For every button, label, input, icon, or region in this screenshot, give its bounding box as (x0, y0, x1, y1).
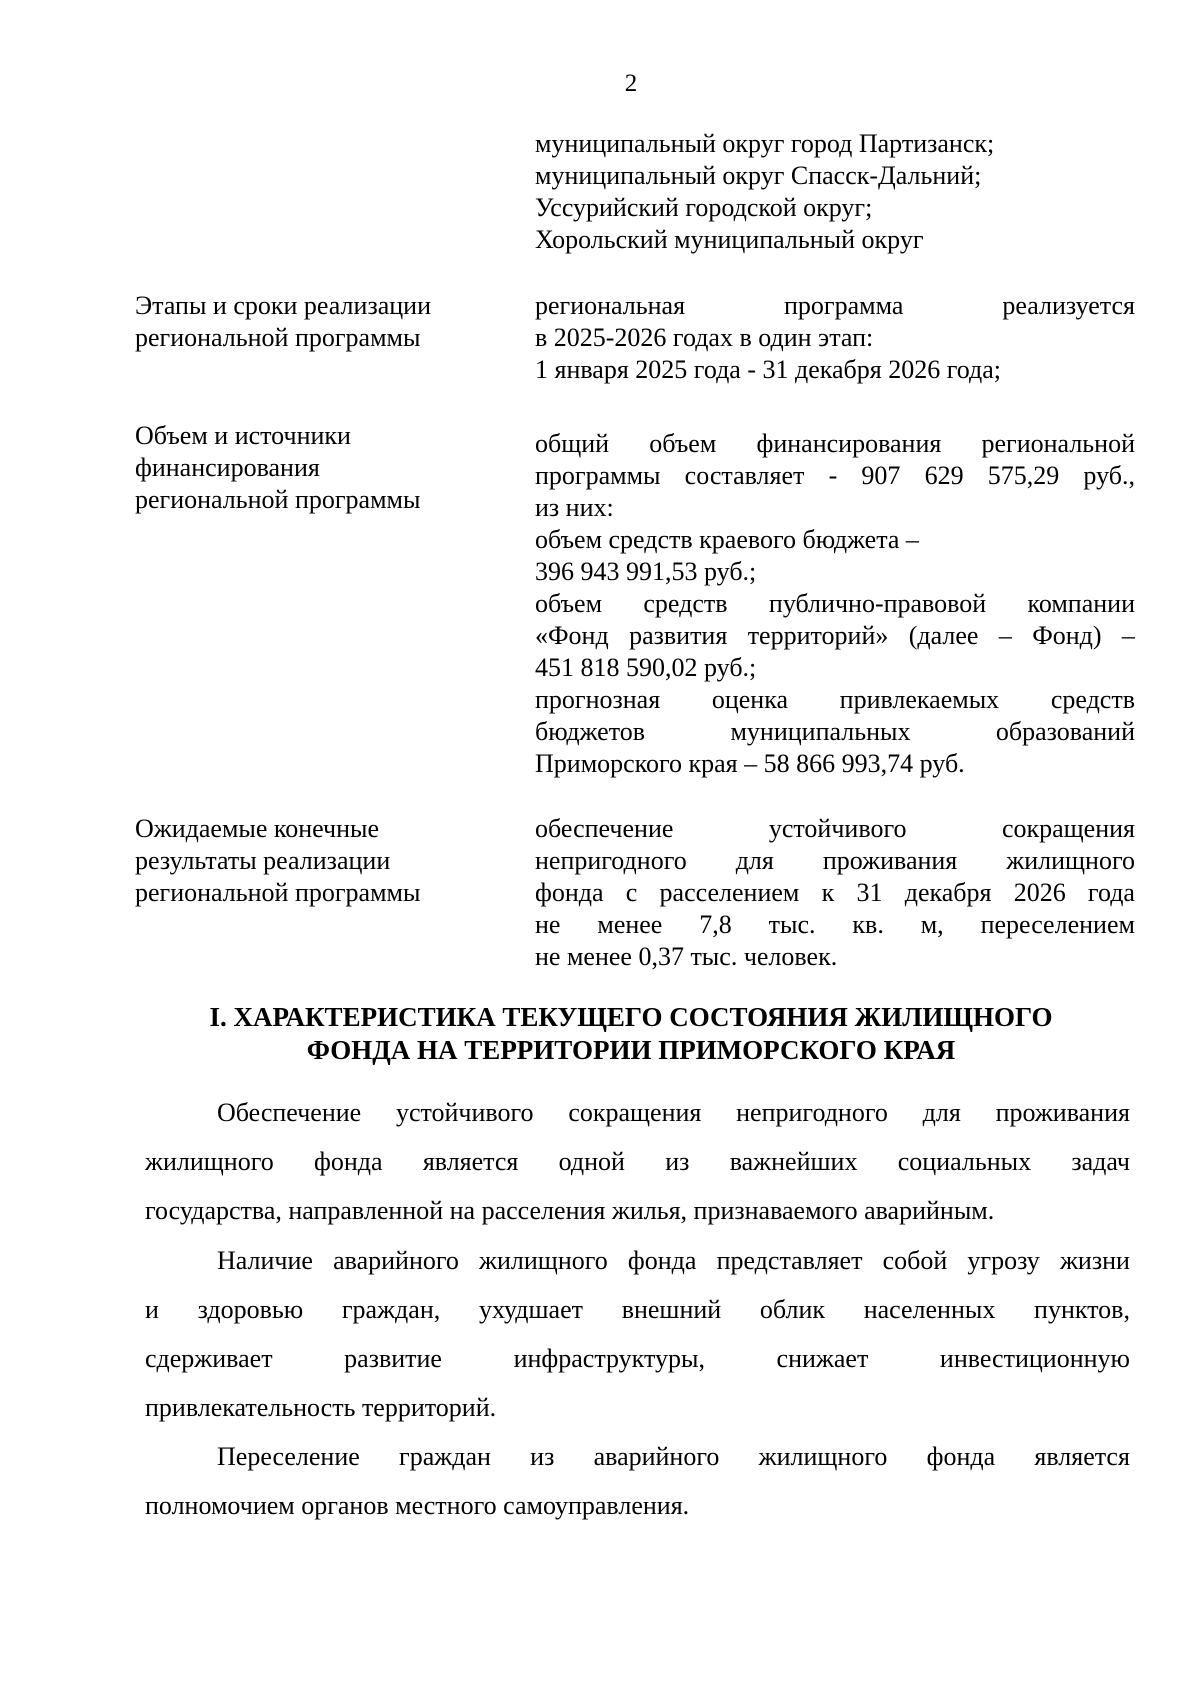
word: собой (882, 1246, 948, 1275)
paragraph-line: полномочием органов местного самоуправления. (145, 1491, 690, 1520)
funding-line: 451 818 590,02 руб.; (535, 653, 757, 682)
word: граждан (399, 1442, 491, 1471)
word: средств (643, 589, 728, 618)
stages-label (135, 290, 485, 354)
municipality-item: муниципальный округ город Партизанск; (535, 129, 995, 158)
paragraph-line (145, 1432, 1130, 1481)
stages-value-line (535, 290, 1135, 322)
funding-line: объем средств краевого бюджета – (535, 525, 919, 554)
word: сдерживает (145, 1344, 273, 1373)
section-heading-line: I. ХАРАКТЕРИСТИКА ТЕКУЩЕГО СОСТОЯНИЯ ЖИЛИЩНОГО (209, 1002, 1053, 1032)
results-line (535, 813, 1135, 845)
results-line (535, 877, 1135, 909)
word: расселением (659, 878, 800, 907)
word: 2026 (1013, 878, 1066, 907)
word: из (530, 1442, 555, 1471)
word: социальных (897, 1147, 1032, 1176)
funding-line (535, 620, 1135, 652)
paragraph-line (145, 1137, 1130, 1186)
word: задач (1071, 1147, 1130, 1176)
word: инфраструктуры, (513, 1344, 705, 1373)
word: 31 (856, 878, 883, 907)
word: «Фонд (535, 621, 609, 650)
word: - (828, 461, 838, 490)
results-line: не менее 0,37 тыс. человек. (535, 942, 838, 971)
word: важнейших (729, 1147, 858, 1176)
word: 7,8 (699, 910, 732, 939)
word: прогнозная (535, 685, 661, 714)
word: здоровью (197, 1295, 304, 1324)
word: ухудшает (478, 1295, 584, 1324)
word: региональной (981, 429, 1135, 458)
word: сокращения (1001, 814, 1135, 843)
word: пунктов, (1034, 1295, 1130, 1324)
word: средств (1050, 685, 1135, 714)
word: компании (1027, 589, 1135, 618)
word: 629 (924, 461, 964, 490)
paragraph-line (145, 1236, 1130, 1285)
page-number: 2 (624, 70, 638, 97)
municipality-item: Хорольский муниципальный округ (535, 225, 924, 254)
word: программа (784, 291, 904, 320)
funding-line (535, 428, 1135, 460)
stages-label-line: региональной программы (135, 323, 421, 352)
results-value (535, 813, 1135, 973)
paragraph-line (145, 1285, 1130, 1334)
results-label-line: региональной программы (135, 878, 421, 907)
word: проживания (822, 846, 958, 875)
word: к (821, 878, 835, 907)
word: финансирования (756, 429, 942, 458)
section-heading-line: ФОНДА НА ТЕРРИТОРИИ ПРИМОРСКОГО КРАЯ (306, 1035, 956, 1065)
municipalities-list (535, 128, 1135, 256)
word: общий (535, 429, 610, 458)
funding-label-line: финансирования (135, 453, 320, 482)
word: привлекаемых (839, 685, 1000, 714)
word: жилищного (758, 1442, 888, 1471)
word: фонда (926, 1442, 996, 1471)
word: руб., (1083, 461, 1135, 490)
word: устойчивого (395, 1098, 534, 1127)
word: Фонд) (1032, 621, 1102, 650)
paragraph-line (145, 1334, 1130, 1383)
word: внешний (621, 1295, 722, 1324)
funding-line (535, 716, 1135, 748)
word: Обеспечение (217, 1098, 362, 1127)
municipality-item: Уссурийский городской округ; (535, 193, 873, 222)
word: (далее (908, 621, 979, 650)
results-label-line: результаты реализации (135, 846, 391, 875)
word: реализуется (1002, 291, 1135, 320)
word: населенных (863, 1295, 996, 1324)
funding-value (535, 428, 1135, 780)
word: программы (535, 461, 661, 490)
word: фонда (535, 878, 604, 907)
word: развитие (344, 1344, 442, 1373)
word: жилищного (145, 1147, 274, 1176)
word: фонда (314, 1147, 383, 1176)
word: – (1121, 621, 1135, 650)
word: и (145, 1295, 159, 1324)
word: развития (629, 621, 728, 650)
results-label (135, 813, 485, 909)
paragraph-3 (145, 1432, 1130, 1530)
word: с (625, 878, 638, 907)
word: представляет (716, 1246, 863, 1275)
word: жилищного (1006, 846, 1135, 875)
section-heading (0, 1001, 1200, 1067)
word: одной (558, 1147, 625, 1176)
word: года (1087, 878, 1135, 907)
word: инвестиционную (939, 1344, 1130, 1373)
municipality-item: муниципальный округ Спасск-Дальний; (535, 161, 982, 190)
funding-line: из них: (535, 493, 614, 522)
word: из (665, 1147, 690, 1176)
word: бюджетов (535, 717, 646, 746)
results-line (535, 845, 1135, 877)
paragraph-line (145, 1088, 1130, 1137)
word: переселением (980, 910, 1135, 939)
stages-value-line: 1 января 2025 года - 31 декабря 2026 года; (535, 355, 1001, 384)
paragraph-2 (145, 1236, 1130, 1432)
word: для (735, 846, 774, 875)
word: объем (649, 429, 717, 458)
word: непригодного (736, 1098, 888, 1127)
word: граждан, (341, 1295, 441, 1324)
word: образований (995, 717, 1135, 746)
word: Наличие (217, 1246, 313, 1275)
word: Переселение (217, 1442, 360, 1471)
word: не (535, 910, 561, 939)
word: кв. (852, 910, 884, 939)
word: обеспечение (535, 814, 674, 843)
word: тыс. (768, 910, 816, 939)
word: м, (920, 910, 944, 939)
stages-value (535, 290, 1135, 386)
paragraph-line: государства, направленной на расселения жилья, признаваемого аварийным. (145, 1196, 995, 1225)
word: проживания (995, 1098, 1130, 1127)
word: непригодного (535, 846, 687, 875)
word: для (922, 1098, 961, 1127)
word: является (1034, 1442, 1130, 1471)
word: угрозу (967, 1246, 1040, 1275)
word: декабря (904, 878, 992, 907)
funding-label (135, 420, 485, 516)
funding-label-line: Объем и источники (135, 421, 351, 450)
word: 575,29 (987, 461, 1060, 490)
funding-line (535, 588, 1135, 620)
word: аварийного (333, 1246, 459, 1275)
word: аварийного (593, 1442, 720, 1471)
word: территорий» (747, 621, 889, 650)
paragraph-1 (145, 1088, 1130, 1235)
stages-label-line: Этапы и сроки реализации (135, 291, 431, 320)
word: 907 (861, 461, 901, 490)
word: муниципальных (730, 717, 911, 746)
funding-label-line: региональной программы (135, 485, 421, 514)
funding-line (535, 684, 1135, 716)
word: жизни (1059, 1246, 1130, 1275)
paragraph-line: привлекательность территорий. (145, 1393, 497, 1422)
word: оценка (711, 685, 788, 714)
word: является (422, 1147, 519, 1176)
word: жилищного (479, 1246, 608, 1275)
funding-line (535, 460, 1135, 492)
word: объем (535, 589, 603, 618)
word: публично-правовой (768, 589, 987, 618)
word: – (998, 621, 1012, 650)
word: устойчивого (768, 814, 907, 843)
stages-value-line: в 2025-2026 годах в один этап: (535, 323, 874, 352)
word: менее (597, 910, 663, 939)
results-line (535, 909, 1135, 941)
word: фонда (627, 1246, 697, 1275)
results-label-line: Ожидаемые конечные (135, 814, 380, 843)
word: снижает (776, 1344, 869, 1373)
word: облик (759, 1295, 825, 1324)
word: сокращения (568, 1098, 702, 1127)
funding-line: 396 943 991,53 руб.; (535, 557, 757, 586)
word: составляет (684, 461, 805, 490)
funding-line: Приморского края – 58 866 993,74 руб. (535, 749, 965, 778)
word: региональная (535, 291, 686, 320)
